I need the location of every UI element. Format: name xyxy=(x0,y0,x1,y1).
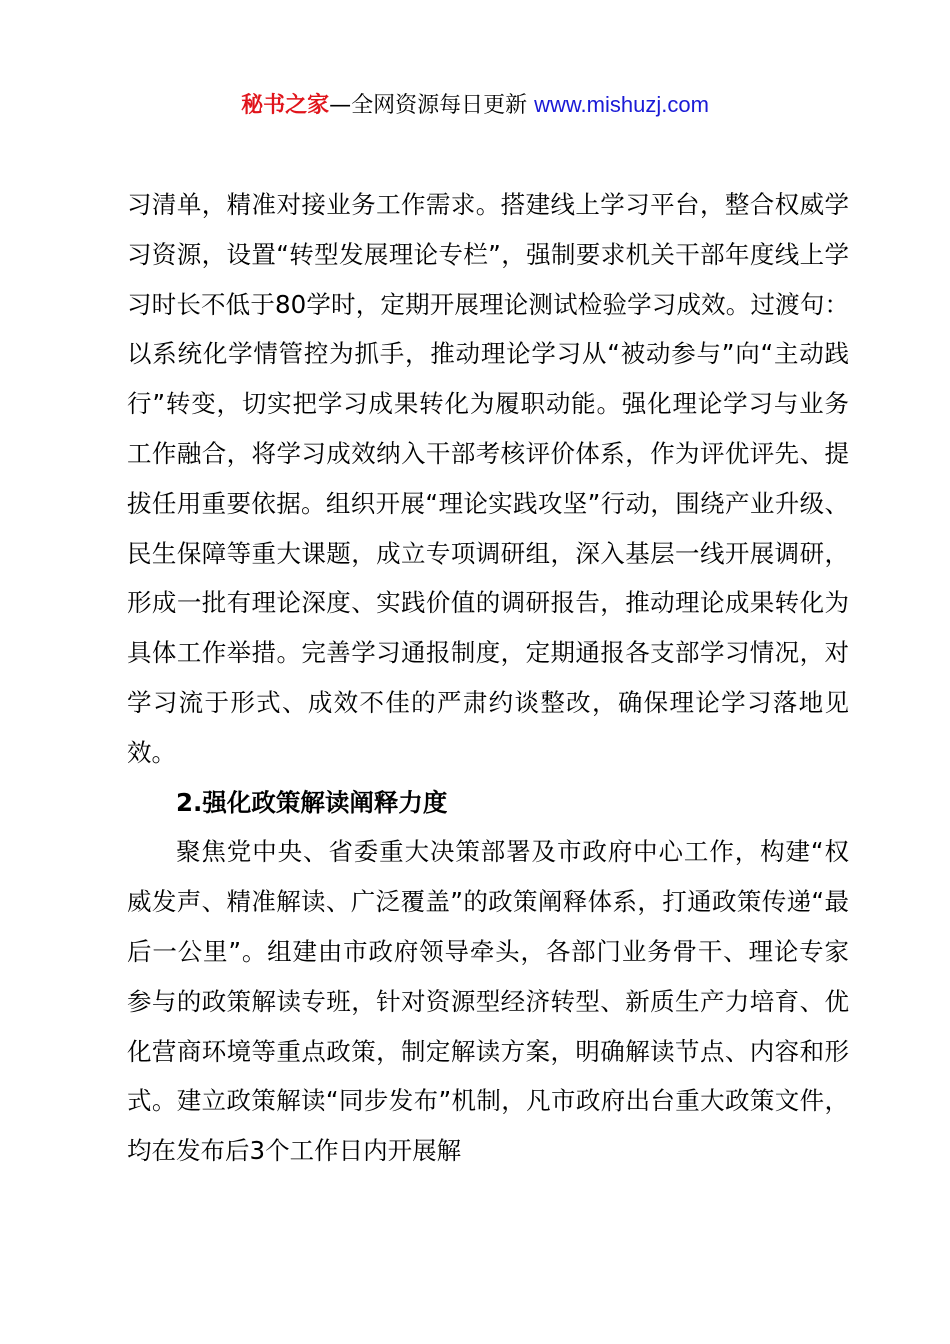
brand-name: 秘书之家 xyxy=(241,93,330,118)
page-header xyxy=(0,88,950,123)
section-heading-2: 2.强化政策解读阐释力度 xyxy=(176,787,448,817)
header-url-link[interactable]: www.mishuzj.com xyxy=(534,92,709,117)
document-body xyxy=(127,180,849,1176)
body-paragraph-2: 聚焦党中央、省委重大决策部署及市政府中心工作，构建“权威发声、精准解读、广泛覆盖”的政策阐释体系，打通政策传递“最后一公里”。组建由市政府领导牵头，各部门业务骨干、理论专家参与的政策解读专班，针对资源型经济转型、新质生产力培育、优化营商环境等重点政策，制定解读方案，明确解读节点、内容和形式。建立政策解读“同步发布”机制，凡市政府出台重大政策文件，均在发布后3个工作日内开展解 xyxy=(127,837,849,1166)
body-paragraph-1: 习清单，精准对接业务工作需求。搭建线上学习平台，整合权威学习资源，设置“转型发展理论专栏”，强制要求机关干部年度线上学习时长不低于80学时，定期开展理论测试检验学习成效。过渡句：以系统化学情管控为抓手，推动理论学习从“被动参与”向“主动践行”转变，切实把学习成果转化为履职动能。强化理论学习与业务工作融合，将学习成效纳入干部考核评价体系，作为评优评先、提拔任用重要依据。组织开展“理论实践攻坚”行动，围绕产业升级、民生保障等重大课题，成立专项调研组，深入基层一线开展调研，形成一批有理论深度、实践价值的调研报告，推动理论成果转化为具体工作举措。完善学习通报制度，定期通报各支部学习情况，对学习流于形式、成效不佳的严肃约谈整改，确保理论学习落地见效。 xyxy=(127,190,849,767)
header-tagline: —全网资源每日更新 xyxy=(329,93,535,118)
